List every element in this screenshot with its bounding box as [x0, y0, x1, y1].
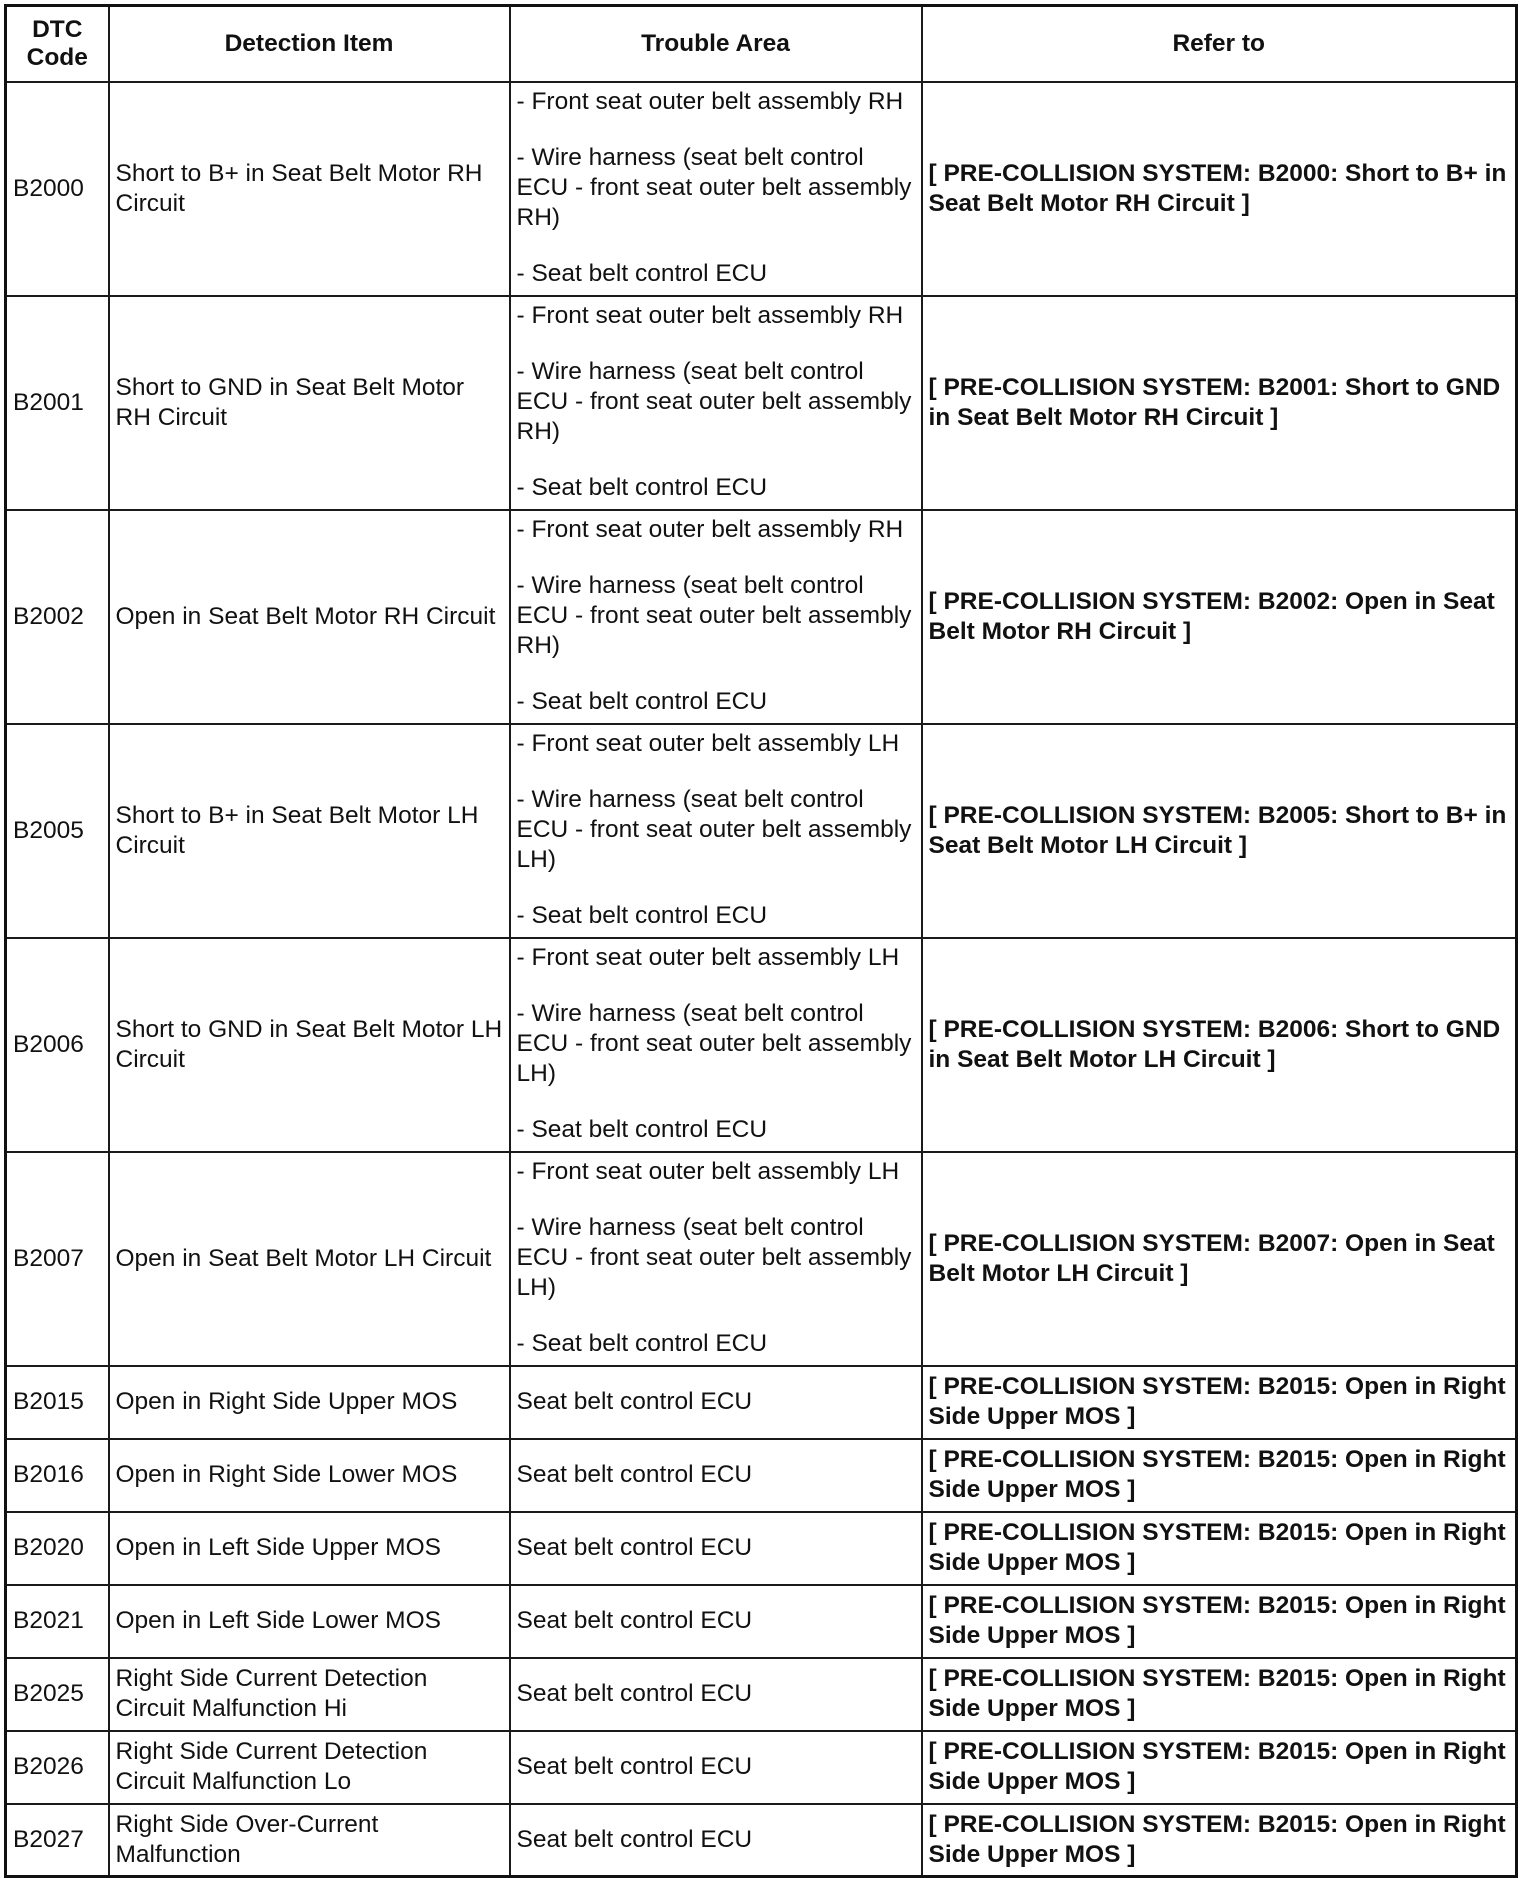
- trouble-area-cell: Seat belt control ECU: [510, 1512, 922, 1585]
- trouble-area-item: - Seat belt control ECU: [516, 473, 768, 501]
- table-row: [6, 1152, 1517, 1366]
- table-row: [6, 1439, 1517, 1512]
- detection-item-cell: Right Side Current Detection Circuit Malfunction Lo: [109, 1731, 510, 1804]
- header-trouble-area: Trouble Area: [510, 6, 922, 82]
- refer-to-cell: [ PRE-COLLISION SYSTEM: B2002: Open in Seat Belt Motor RH Circuit ]: [922, 510, 1517, 724]
- trouble-area-item: - Wire harness (seat belt control ECU - front seat outer belt assembly RH): [516, 357, 912, 445]
- detection-item-cell: Open in Left Side Lower MOS: [109, 1585, 510, 1658]
- refer-to-cell: [ PRE-COLLISION SYSTEM: B2015: Open in Right Side Upper MOS ]: [922, 1658, 1517, 1731]
- table-row: [6, 296, 1517, 510]
- trouble-area-cell: Seat belt control ECU: [510, 1439, 922, 1512]
- trouble-area-cell: [510, 296, 922, 510]
- header-row: [6, 6, 1517, 82]
- table-row: [6, 510, 1517, 724]
- header-refer-to: Refer to: [922, 6, 1517, 82]
- table-row: [6, 1585, 1517, 1658]
- trouble-area-cell: [510, 510, 922, 724]
- trouble-area-cell: [510, 938, 922, 1152]
- trouble-area-item: - Seat belt control ECU: [516, 1329, 768, 1357]
- table-row: [6, 1658, 1517, 1731]
- table-row: [6, 82, 1517, 296]
- trouble-area-item: - Seat belt control ECU: [516, 259, 768, 287]
- dtc-code-cell: B2016: [6, 1439, 109, 1512]
- table-row: [6, 724, 1517, 938]
- trouble-area-cell: [510, 1152, 922, 1366]
- detection-item-cell: Open in Seat Belt Motor RH Circuit: [109, 510, 510, 724]
- trouble-area-cell: Seat belt control ECU: [510, 1366, 922, 1439]
- dtc-table: [4, 4, 1518, 1878]
- dtc-code-cell: B2006: [6, 938, 109, 1152]
- refer-to-cell: [ PRE-COLLISION SYSTEM: B2006: Short to GND in Seat Belt Motor LH Circuit ]: [922, 938, 1517, 1152]
- trouble-area-item: - Seat belt control ECU: [516, 1115, 768, 1143]
- header-dtc-code: DTC Code: [6, 6, 109, 82]
- dtc-code-cell: B2025: [6, 1658, 109, 1731]
- trouble-area-item: - Wire harness (seat belt control ECU - front seat outer belt assembly RH): [516, 143, 912, 231]
- trouble-area-item: - Seat belt control ECU: [516, 901, 768, 929]
- detection-item-cell: Open in Seat Belt Motor LH Circuit: [109, 1152, 510, 1366]
- trouble-area-cell: [510, 724, 922, 938]
- dtc-code-cell: B2015: [6, 1366, 109, 1439]
- dtc-code-cell: B2001: [6, 296, 109, 510]
- trouble-area-item: - Wire harness (seat belt control ECU - front seat outer belt assembly LH): [516, 999, 912, 1087]
- dtc-code-cell: B2021: [6, 1585, 109, 1658]
- detection-item-cell: Short to B+ in Seat Belt Motor LH Circuit: [109, 724, 510, 938]
- table-body: [6, 82, 1517, 1877]
- trouble-area-cell: Seat belt control ECU: [510, 1804, 922, 1877]
- dtc-code-cell: B2020: [6, 1512, 109, 1585]
- table-row: [6, 938, 1517, 1152]
- detection-item-cell: Short to GND in Seat Belt Motor LH Circuit: [109, 938, 510, 1152]
- detection-item-cell: Short to GND in Seat Belt Motor RH Circuit: [109, 296, 510, 510]
- table-row: [6, 1366, 1517, 1439]
- refer-to-cell: [ PRE-COLLISION SYSTEM: B2015: Open in Right Side Upper MOS ]: [922, 1804, 1517, 1877]
- table-row: [6, 1512, 1517, 1585]
- refer-to-cell: [ PRE-COLLISION SYSTEM: B2015: Open in Right Side Upper MOS ]: [922, 1439, 1517, 1512]
- trouble-area-cell: [510, 82, 922, 296]
- dtc-code-cell: B2027: [6, 1804, 109, 1877]
- dtc-code-cell: B2002: [6, 510, 109, 724]
- trouble-area-cell: Seat belt control ECU: [510, 1658, 922, 1731]
- refer-to-cell: [ PRE-COLLISION SYSTEM: B2007: Open in Seat Belt Motor LH Circuit ]: [922, 1152, 1517, 1366]
- refer-to-cell: [ PRE-COLLISION SYSTEM: B2015: Open in Right Side Upper MOS ]: [922, 1585, 1517, 1658]
- trouble-area-item: - Front seat outer belt assembly RH: [516, 87, 904, 115]
- trouble-area-item: - Front seat outer belt assembly LH: [516, 729, 900, 757]
- trouble-area-item: - Wire harness (seat belt control ECU - front seat outer belt assembly RH): [516, 571, 912, 659]
- refer-to-cell: [ PRE-COLLISION SYSTEM: B2015: Open in Right Side Upper MOS ]: [922, 1366, 1517, 1439]
- trouble-area-cell: Seat belt control ECU: [510, 1585, 922, 1658]
- refer-to-cell: [ PRE-COLLISION SYSTEM: B2001: Short to GND in Seat Belt Motor RH Circuit ]: [922, 296, 1517, 510]
- detection-item-cell: Right Side Current Detection Circuit Malfunction Hi: [109, 1658, 510, 1731]
- dtc-code-cell: B2026: [6, 1731, 109, 1804]
- trouble-area-item: - Wire harness (seat belt control ECU - front seat outer belt assembly LH): [516, 1213, 912, 1301]
- detection-item-cell: Open in Right Side Lower MOS: [109, 1439, 510, 1512]
- trouble-area-item: - Front seat outer belt assembly RH: [516, 301, 904, 329]
- trouble-area-item: - Front seat outer belt assembly RH: [516, 515, 904, 543]
- trouble-area-item: - Front seat outer belt assembly LH: [516, 1157, 900, 1185]
- detection-item-cell: Open in Right Side Upper MOS: [109, 1366, 510, 1439]
- trouble-area-item: - Front seat outer belt assembly LH: [516, 943, 900, 971]
- trouble-area-cell: Seat belt control ECU: [510, 1731, 922, 1804]
- header-detection-item: Detection Item: [109, 6, 510, 82]
- dtc-code-cell: B2005: [6, 724, 109, 938]
- refer-to-cell: [ PRE-COLLISION SYSTEM: B2000: Short to B+ in Seat Belt Motor RH Circuit ]: [922, 82, 1517, 296]
- trouble-area-item: - Wire harness (seat belt control ECU - front seat outer belt assembly LH): [516, 785, 912, 873]
- refer-to-cell: [ PRE-COLLISION SYSTEM: B2015: Open in Right Side Upper MOS ]: [922, 1731, 1517, 1804]
- table-row: [6, 1731, 1517, 1804]
- detection-item-cell: Short to B+ in Seat Belt Motor RH Circuit: [109, 82, 510, 296]
- dtc-code-cell: B2007: [6, 1152, 109, 1366]
- detection-item-cell: Right Side Over-Current Malfunction: [109, 1804, 510, 1877]
- dtc-code-cell: B2000: [6, 82, 109, 296]
- refer-to-cell: [ PRE-COLLISION SYSTEM: B2015: Open in Right Side Upper MOS ]: [922, 1512, 1517, 1585]
- trouble-area-item: - Seat belt control ECU: [516, 687, 768, 715]
- detection-item-cell: Open in Left Side Upper MOS: [109, 1512, 510, 1585]
- refer-to-cell: [ PRE-COLLISION SYSTEM: B2005: Short to B+ in Seat Belt Motor LH Circuit ]: [922, 724, 1517, 938]
